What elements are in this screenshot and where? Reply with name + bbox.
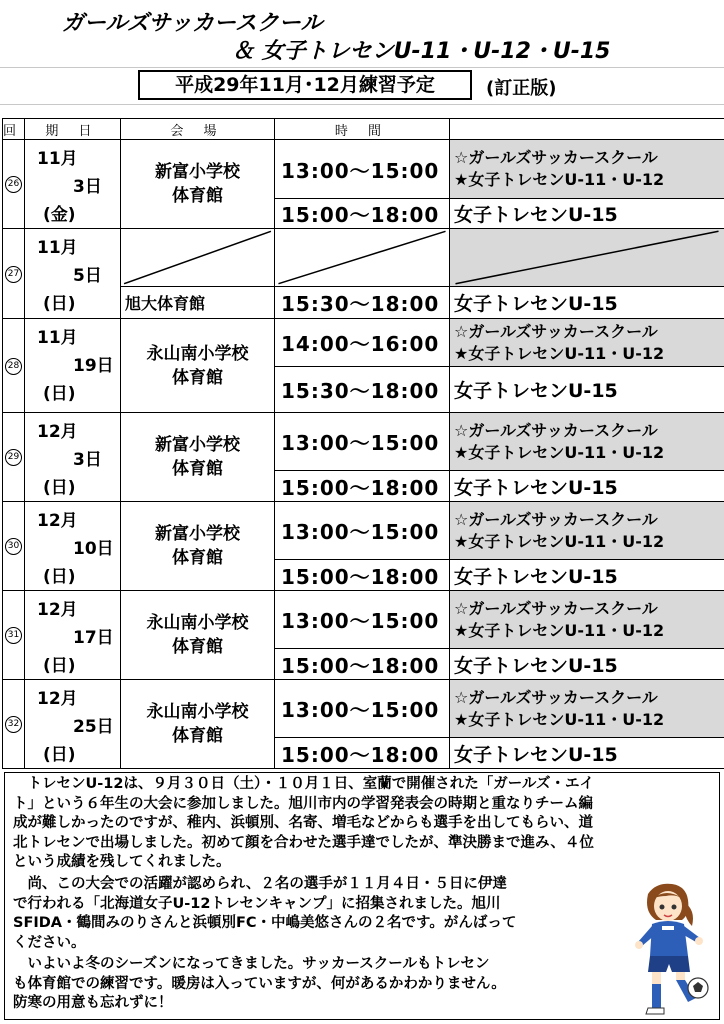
date-month: 12月 <box>37 600 78 620</box>
time-slot: 15:30～18:00 <box>275 287 450 319</box>
notes-paragraph-3: いよいよ冬のシーズンになってきました。サッカースクールもトレセン も体育館での練習です。暖房は入っていますが、何があるかわかりません。 防寒の用意も忘れずに！ <box>13 956 506 1011</box>
date-cell <box>25 319 121 413</box>
time-slot: 13:00～15:00 <box>275 680 450 738</box>
time-slot: 15:00～18:00 <box>275 471 450 502</box>
venue-cell: 永山南小学校 体育館 <box>121 591 275 680</box>
date-weekday: (日) <box>43 478 76 498</box>
time-slot: 14:00～16:00 <box>275 319 450 367</box>
time-slot: 13:00～15:00 <box>275 413 450 471</box>
date-weekday: (日) <box>43 656 76 676</box>
date-cell <box>25 502 121 591</box>
venue-cell: 新富小学校 体育館 <box>121 413 275 502</box>
time-slot: 13:00～15:00 <box>275 502 450 560</box>
date-cell <box>25 413 121 502</box>
empty-category-cell <box>450 229 724 287</box>
header-venue: 会 場 <box>121 119 275 140</box>
date-weekday: (日) <box>43 567 76 587</box>
divider <box>0 104 724 105</box>
date-day: 19日 <box>73 356 114 376</box>
empty-venue-cell <box>121 229 275 287</box>
time-slot: 15:00～18:00 <box>275 649 450 680</box>
category-cell <box>450 502 724 560</box>
header-time: 時 間 <box>275 119 450 140</box>
date-day: 5日 <box>73 266 102 286</box>
category-cell <box>450 319 724 367</box>
date-weekday: (日) <box>43 745 76 765</box>
date-day: 25日 <box>73 717 114 737</box>
category-school: ☆ガールズサッカースクール <box>454 687 658 707</box>
category-u15: 女子トレセンU-15 <box>450 287 724 319</box>
venue-cell: 新富小学校 体育館 <box>121 502 275 591</box>
date-month: 12月 <box>37 422 78 442</box>
notes-paragraph-2: 尚、この大会での活躍が認められ、２名の選手が１１月４日・５日に伊達 で行われる「北海道女子U-12トレセンキャンプ」に招集されました。旭川 SFIDA・鶴間みのりさんと浜頓別FC・中嶋美悠さんの２名です。がんばって ください。 <box>13 876 517 951</box>
time-slot: 15:00～18:00 <box>275 199 450 229</box>
category-school: ☆ガールズサッカースクール <box>454 509 658 529</box>
date-month: 12月 <box>37 689 78 709</box>
date-month: 11月 <box>37 149 78 169</box>
category-u15: 女子トレセンU-15 <box>450 199 724 229</box>
date-cell <box>25 591 121 680</box>
revision-note: (訂正版) <box>486 78 557 99</box>
session-number: 32 <box>3 680 25 769</box>
date-weekday: (日) <box>43 294 76 314</box>
venue-cell: 旭大体育館 <box>121 287 275 319</box>
divider <box>0 67 724 68</box>
header-category <box>450 119 724 140</box>
category-cell <box>450 591 724 649</box>
time-slot: 13:00～15:00 <box>275 591 450 649</box>
empty-time-cell <box>275 229 450 287</box>
schedule-table <box>2 118 724 769</box>
session-number: 27 <box>3 229 25 319</box>
category-u15: 女子トレセンU-15 <box>450 471 724 502</box>
category-u11-u12: ★女子トレセンU-11・U-12 <box>454 531 665 551</box>
category-u11-u12: ★女子トレセンU-11・U-12 <box>454 343 665 363</box>
table-header-row <box>3 119 724 140</box>
date-month: 11月 <box>37 328 78 348</box>
schedule-subtitle: 平成29年11月･12月練習予定 <box>138 70 472 100</box>
date-weekday: (金) <box>43 205 76 225</box>
date-day: 3日 <box>73 450 102 470</box>
category-u15: 女子トレセンU-15 <box>450 367 724 413</box>
title-line2: ＆ 女子トレセンU-11・U-12・U-15 <box>232 39 611 64</box>
soccer-girl-illustration <box>626 880 712 1016</box>
category-u11-u12: ★女子トレセンU-11・U-12 <box>454 709 665 729</box>
category-u11-u12: ★女子トレセンU-11・U-12 <box>454 442 665 462</box>
date-month: 11月 <box>37 238 78 258</box>
table-row <box>3 591 724 649</box>
time-slot: 15:30～18:00 <box>275 367 450 413</box>
header-number: 回 <box>3 119 25 140</box>
category-u11-u12: ★女子トレセンU-11・U-12 <box>454 170 665 189</box>
table-row <box>3 319 724 367</box>
date-weekday: (日) <box>43 384 76 404</box>
venue-cell: 新富小学校 体育館 <box>121 140 275 229</box>
category-cell <box>450 140 724 199</box>
session-number: 29 <box>3 413 25 502</box>
category-school: ☆ガールズサッカースクール <box>454 321 658 341</box>
session-number: 30 <box>3 502 25 591</box>
table-row <box>3 680 724 738</box>
header-date: 期 日 <box>25 119 121 140</box>
category-school: ☆ガールズサッカースクール <box>454 420 658 440</box>
category-u15: 女子トレセンU-15 <box>450 649 724 680</box>
category-cell <box>450 413 724 471</box>
table-row <box>3 413 724 471</box>
date-month: 12月 <box>37 511 78 531</box>
category-u15: 女子トレセンU-15 <box>450 560 724 591</box>
date-cell <box>25 680 121 769</box>
time-slot: 15:00～18:00 <box>275 560 450 591</box>
table-row <box>3 140 724 199</box>
title-line1: ガールズサッカースクール <box>62 11 323 36</box>
category-school: ☆ガールズサッカースクール <box>454 148 658 167</box>
date-day: 3日 <box>73 177 102 197</box>
category-cell <box>450 680 724 738</box>
date-cell <box>25 140 121 229</box>
session-number: 28 <box>3 319 25 413</box>
table-row <box>3 229 724 287</box>
time-slot: 13:00～15:00 <box>275 140 450 199</box>
notes-box <box>4 772 720 1020</box>
category-school: ☆ガールズサッカースクール <box>454 598 658 618</box>
session-number: 31 <box>3 591 25 680</box>
notes-paragraph-1: トレセンU-12は、９月３０日（土）・１０月１日、室蘭で開催された「ガールズ・エイ ト」という６年生の大会に参加しました。旭川市内の学習発表会の時期と重なりチーム編 成が難しかったのですが、稚内、浜頓別、名寄、増毛などからも選手を出してもらい、道 北トレセンで出場しました。初めて顔を合わせた選手達でしたが、準決勝まで進み、４位 という成績を残してくれました。 <box>13 776 594 870</box>
date-day: 17日 <box>73 628 114 648</box>
date-day: 10日 <box>73 539 114 559</box>
session-number: 26 <box>3 140 25 229</box>
category-u15: 女子トレセンU-15 <box>450 738 724 769</box>
venue-cell: 永山南小学校 体育館 <box>121 319 275 413</box>
venue-cell: 永山南小学校 体育館 <box>121 680 275 769</box>
date-cell <box>25 229 121 319</box>
category-u11-u12: ★女子トレセンU-11・U-12 <box>454 620 665 640</box>
table-row <box>3 502 724 560</box>
time-slot: 15:00～18:00 <box>275 738 450 769</box>
